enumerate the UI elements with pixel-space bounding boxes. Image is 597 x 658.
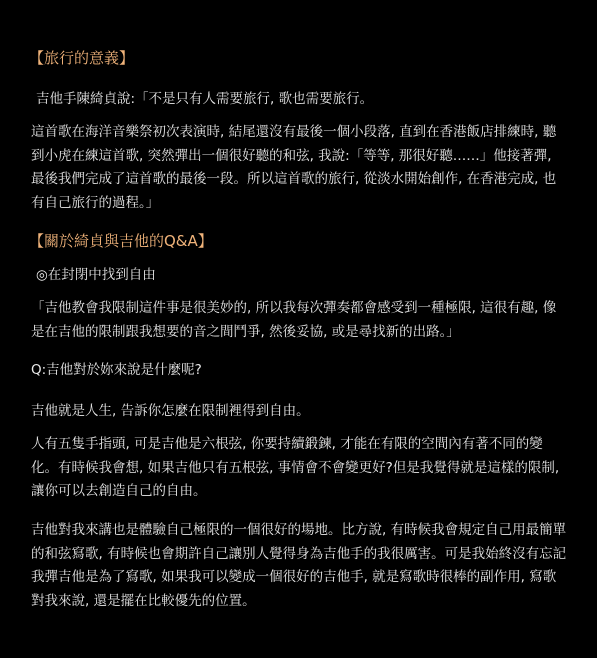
travel-section-heading: 【旅行的意義】 (29, 49, 135, 67)
qa-section-heading: 【關於綺貞與吉他的Q&A】 (29, 232, 213, 250)
answer-paragraph-3: 吉他對我來講也是體驗自己極限的一個很好的場地。比方說, 有時候我會規定自己用最簡單的和弦寫歌, 有時候也會期許自己讓別人覺得身為吉他手的我很厲害。可是我始終沒有忘記我彈吉他是為了寫歌, 如果我可以變成一個很好的吉他手, 就是寫歌時很棒的副作用, 寫歌對我來說, 還是擺在比較優先的位置。 (31, 522, 567, 609)
subheading: ◎在封閉中找到自由 (36, 267, 156, 283)
question-paragraph: Q:吉他對於妳來說是什麼呢? (31, 362, 202, 378)
limit-quote-paragraph: 「吉他教會我限制這件事是很美妙的, 所以我每次彈奏都會感受到一種極限, 這很有趣, 像是在吉他的限制跟我想要的音之間鬥爭, 然後妥協, 或是尋找新的出路。」 (31, 300, 557, 340)
answer-paragraph-1: 吉他就是人生, 告訴你怎麼在限制裡得到自由。 (31, 403, 310, 419)
story-paragraph: 這首歌在海洋音樂祭初次表演時, 結尾還沒有最後一個小段落, 直到在香港飯店排練時, 聽到小虎在練這首歌, 突然彈出一個很好聽的和弦, 我說:「等等, 那很好聽……」他接著彈, 最後我們完成了這首歌的最後一段。所以這首歌的旅行, 從淡水開始創作, 在香港完成, 也有自己旅行的過程。」 (31, 124, 557, 211)
answer-paragraph-2: 人有五隻手指頭, 可是吉他是六根弦, 你要持續鍛鍊, 才能在有限的空間內有著不同的變化。有時候我會想, 如果吉他只有五根弦, 事情會不會變更好?但是我覺得就是這樣的限制, 讓你可以去創造自己的自由。 (31, 436, 560, 499)
quote-intro-paragraph: 吉他手陳綺貞說:「不是只有人需要旅行, 歌也需要旅行。 (36, 91, 374, 107)
